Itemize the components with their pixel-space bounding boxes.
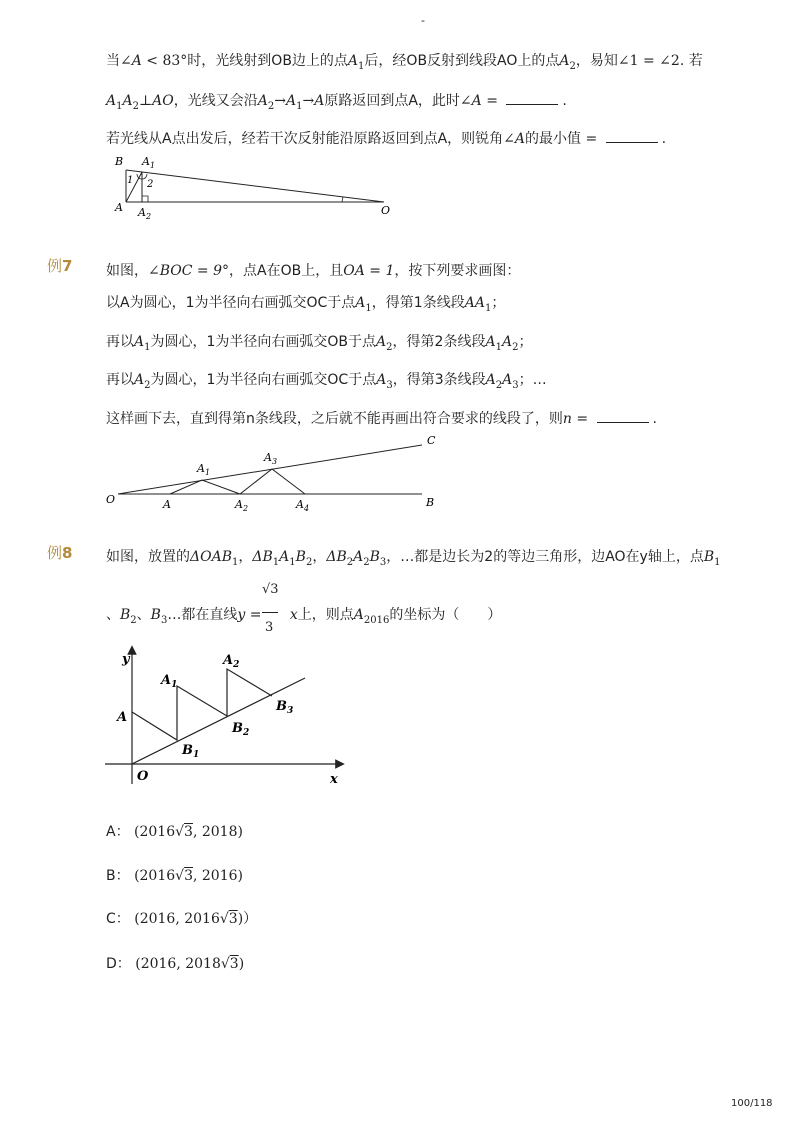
page-number: 100/118 <box>731 1098 773 1109</box>
label-angle-1: 1 <box>127 175 134 186</box>
label-B: B <box>115 155 124 168</box>
label-A2: $A_2$ <box>138 206 152 221</box>
label-A4: $A_4$ <box>296 498 310 513</box>
math: ⊥AO <box>139 93 174 109</box>
math: ∠A <box>503 131 525 147</box>
option-letter: D： <box>106 956 131 972</box>
intro-line-3 <box>106 128 666 148</box>
line-BO <box>126 170 384 202</box>
ex7-line-5: 这样画下去，直到得第n条线段，之后就不能再画出符合要求的线段了，则n = . <box>106 411 657 427</box>
label-A3: $A_3$ <box>264 451 278 466</box>
ex7-line-1: 如图，∠BOC = 9°，点A在OB上，且OA = 1，按下列要求画图： <box>106 263 521 279</box>
text: 时，光线射到OB边上的点 <box>187 53 348 69</box>
label-A1: $A_1$ <box>197 462 211 477</box>
figure-arcs-angle <box>100 432 445 514</box>
option-value: (2016, 2016 <box>134 911 220 927</box>
label-O: O <box>106 493 116 506</box>
label-B3: $B_3$ <box>276 699 294 716</box>
option-value: ) <box>237 911 244 927</box>
zigzag-segments <box>170 469 305 494</box>
text: . <box>562 93 567 109</box>
text: 原路返回到点A，此时 <box>324 93 460 109</box>
intro-line-2 <box>106 90 567 112</box>
fraction-numerator: √3 <box>262 582 279 597</box>
math: →A <box>274 93 297 109</box>
math: < 83° <box>141 53 188 69</box>
option-b[interactable]: B： (2016√3, 2016) <box>106 868 243 884</box>
answer-blank <box>606 130 658 143</box>
option-d[interactable]: D： (2016, 2018√3) <box>106 956 245 972</box>
sub: 2 <box>569 60 576 72</box>
option-value: , 2016) <box>193 868 243 884</box>
label-C: C <box>427 434 436 447</box>
figure-equilateral-triangles <box>100 644 350 789</box>
ex8-line-2: 、$B_2$、$B_3\dots$都在直线y = x上，则点$A_{2016}$的坐标为（ ） <box>106 607 502 626</box>
math: →A <box>302 93 325 109</box>
sub: 1 <box>358 60 365 72</box>
sub: 1 <box>296 100 303 112</box>
option-value: (2016 <box>134 868 176 884</box>
option-value: (2016, 2018 <box>135 956 221 972</box>
label-A: A <box>117 710 128 725</box>
sub: 2 <box>267 100 275 112</box>
label-O: O <box>381 204 391 217</box>
math: ∠A <box>120 53 142 69</box>
label-A2: $A_2$ <box>223 653 240 670</box>
ex7-line-3: 再以$A_1$为圆心，1为半径向右画弧交OB于点$A_2$，得第2条线段$A_1A_2$； <box>106 334 533 353</box>
sqrt-radicand: 3 <box>229 956 239 972</box>
angle-O-mark <box>342 197 343 202</box>
fraction-denominator: 3 <box>265 620 274 635</box>
option-letter: B： <box>106 868 130 884</box>
math: ∠1 = ∠2 <box>617 53 680 69</box>
sub: 1 <box>116 100 123 112</box>
option-value: , 2018) <box>192 824 243 840</box>
text: 后，经OB反射到线段AO上的点 <box>364 53 560 69</box>
math: A <box>106 93 117 109</box>
figure-reflection-triangle <box>110 152 400 224</box>
label-A1: $A_1$ <box>161 673 178 690</box>
math: ∠A = <box>459 93 503 109</box>
label-B: B <box>426 496 435 509</box>
sqrt-radicand: 3 <box>228 911 238 927</box>
text: ，易知 <box>575 53 618 69</box>
answer-blank <box>597 410 649 423</box>
text: 当 <box>106 53 120 69</box>
text: ，光线又会沿 <box>173 93 258 109</box>
sqrt-radicand: 3 <box>184 868 193 884</box>
label-y: y <box>122 652 130 667</box>
text: . <box>661 131 667 147</box>
label-B2: $B_2$ <box>232 721 250 738</box>
label-B1: $B_1$ <box>182 743 200 760</box>
sub: 2 <box>132 100 139 112</box>
math: A <box>122 93 133 109</box>
option-value: (2016 <box>134 824 176 840</box>
text: . 若 <box>679 53 703 69</box>
option-value: ) <box>238 956 245 972</box>
ex7-line-4: 再以$A_2$为圆心，1为半径向右画弧交OC于点$A_3$，得第3条线段$A_2A_3$；… <box>106 372 547 391</box>
math: A <box>347 53 359 69</box>
option-letter: A： <box>106 824 130 840</box>
math: A <box>257 93 268 109</box>
label-A: A <box>115 201 123 214</box>
line-y-eq-sqrt3-over-3-x <box>132 678 305 764</box>
header-mark: - <box>421 14 425 27</box>
example-7-label: 例7 <box>47 257 73 275</box>
label-angle-2: 2 <box>147 179 154 190</box>
ex7-line-2: 以A为圆心，1为半径向右画弧交OC于点$A_1$，得第1条线段$AA_1$； <box>106 295 506 314</box>
text: 的最小值 = <box>525 131 602 147</box>
option-c[interactable]: C： (2016, 2016√3)） <box>106 911 258 927</box>
label-A1: $A_1$ <box>142 155 156 170</box>
intro-line-1 <box>106 50 703 72</box>
option-a[interactable]: A： (2016√3, 2018) <box>106 824 243 840</box>
option-letter: C： <box>106 911 130 927</box>
ex8-line-1: 如图，放置的$\Delta OAB_1$，$\Delta B_1A_1B_2$，$\Delta B_2A_2B_3$，…都是边长为2的等边三角形，边AO在y轴上，点$B_1$ <box>106 549 721 568</box>
example-8-label: 例8 <box>47 544 73 562</box>
right-angle-mark <box>142 196 148 202</box>
label-A2: $A_2$ <box>235 498 249 513</box>
text: 若光线从A点出发后，经若干次反射能沿原路返回到点A，则锐角 <box>106 131 504 147</box>
option-tail: ） <box>243 911 258 927</box>
answer-blank <box>506 92 558 105</box>
label-O: O <box>137 769 149 784</box>
sqrt-radicand: 3 <box>184 824 193 840</box>
label-x: x <box>330 772 338 787</box>
math: A <box>559 53 570 69</box>
label-A: A <box>163 498 171 511</box>
